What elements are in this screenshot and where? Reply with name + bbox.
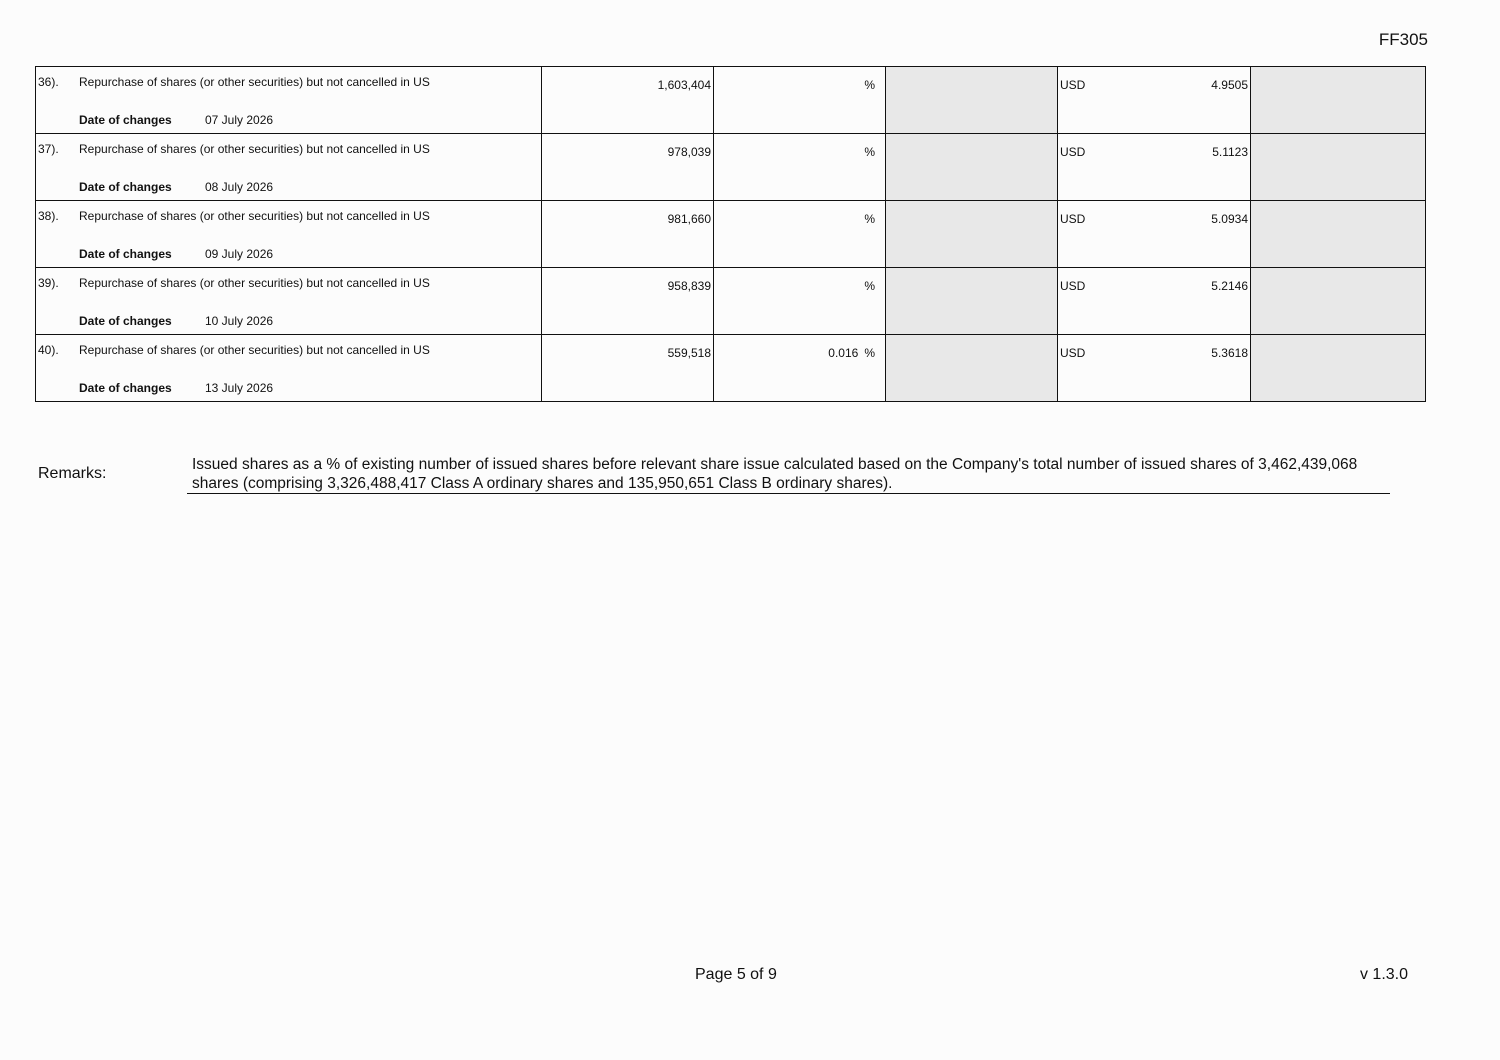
date-of-changes-value: 13 July 2026 [205, 381, 274, 395]
row-index: 38). [38, 209, 59, 223]
price-cell [1058, 134, 1251, 201]
date-of-changes-label: Date of changes [79, 314, 172, 328]
date-of-changes-label: Date of changes [79, 180, 172, 194]
shares-cell [542, 67, 714, 134]
shaded-cell [886, 201, 1058, 268]
percent-cell [714, 201, 886, 268]
date-of-changes-value: 08 July 2026 [205, 180, 274, 194]
description-cell [36, 201, 542, 268]
percent-sign: % [864, 279, 875, 293]
remarks-text: Issued shares as a % of existing number of issued shares before relevant share issue calculated based on the Company's total number of issued shares of 3,462,439,068 shares (comprising 3,326,488,417 Class A ordinary shares and 135,950,651 Class B ordinary shares). [187, 455, 1390, 494]
currency: USD [1060, 279, 1086, 293]
table-row [36, 268, 1426, 335]
shaded-cell [1251, 335, 1426, 402]
price-value: 5.0934 [1211, 212, 1248, 226]
shares-cell [542, 335, 714, 402]
description-cell [36, 134, 542, 201]
table-row [36, 67, 1426, 134]
row-index: 39). [38, 276, 59, 290]
shaded-cell [886, 67, 1058, 134]
shaded-cell [886, 335, 1058, 402]
date-of-changes-value: 09 July 2026 [205, 247, 274, 261]
price-value: 4.9505 [1211, 78, 1248, 92]
percent-cell [714, 134, 886, 201]
shares-value: 981,660 [667, 212, 711, 226]
row-index: 40). [38, 343, 59, 357]
shaded-cell [886, 134, 1058, 201]
date-of-changes-label: Date of changes [79, 247, 172, 261]
shaded-cell [1251, 67, 1426, 134]
page-number: Page 5 of 9 [695, 966, 777, 983]
shares-value: 978,039 [667, 145, 711, 159]
price-cell [1058, 335, 1251, 402]
description-cell [36, 335, 542, 402]
table-row [36, 335, 1426, 402]
percent-sign: % [864, 212, 875, 226]
shares-cell [542, 201, 714, 268]
shaded-cell [1251, 268, 1426, 335]
price-value: 5.2146 [1211, 279, 1248, 293]
row-description: Repurchase of shares (or other securities) but not cancelled in US [79, 142, 430, 156]
currency: USD [1060, 212, 1086, 226]
price-cell [1058, 268, 1251, 335]
percent-sign: % [864, 346, 875, 360]
table-row [36, 134, 1426, 201]
remarks-label: Remarks: [38, 465, 107, 482]
shaded-cell [886, 268, 1058, 335]
table-row [36, 201, 1426, 268]
row-description: Repurchase of shares (or other securities) but not cancelled in US [79, 75, 430, 89]
form-code: FF305 [1378, 30, 1428, 49]
shares-value: 1,603,404 [657, 78, 711, 92]
percent-sign: % [864, 78, 875, 92]
currency: USD [1060, 78, 1086, 92]
description-cell [36, 268, 542, 335]
shaded-cell [1251, 134, 1426, 201]
percent-cell [714, 67, 886, 134]
price-value: 5.3618 [1211, 346, 1248, 360]
row-description: Repurchase of shares (or other securities) but not cancelled in US [79, 276, 430, 290]
row-index: 37). [38, 142, 59, 156]
date-of-changes-label: Date of changes [79, 113, 172, 127]
price-cell [1058, 201, 1251, 268]
price-cell [1058, 67, 1251, 134]
version-label: v 1.3.0 [1359, 966, 1408, 983]
percent-cell [714, 268, 886, 335]
percent-value: 0.016 [828, 346, 859, 360]
shares-value: 559,518 [667, 346, 711, 360]
shares-cell [542, 134, 714, 201]
date-of-changes-label: Date of changes [79, 381, 172, 395]
price-value: 5.1123 [1212, 145, 1248, 159]
shares-cell [542, 268, 714, 335]
currency: USD [1060, 145, 1086, 159]
row-description: Repurchase of shares (or other securities) but not cancelled in US [79, 209, 430, 223]
share-changes-table [35, 66, 1426, 402]
date-of-changes-value: 10 July 2026 [205, 314, 274, 328]
description-cell [36, 67, 542, 134]
shaded-cell [1251, 201, 1426, 268]
currency: USD [1060, 346, 1086, 360]
percent-cell [714, 335, 886, 402]
date-of-changes-value: 07 July 2026 [205, 113, 274, 127]
row-description: Repurchase of shares (or other securities) but not cancelled in US [79, 343, 430, 357]
row-index: 36). [38, 75, 59, 89]
shares-value: 958,839 [667, 279, 711, 293]
percent-sign: % [864, 145, 875, 159]
